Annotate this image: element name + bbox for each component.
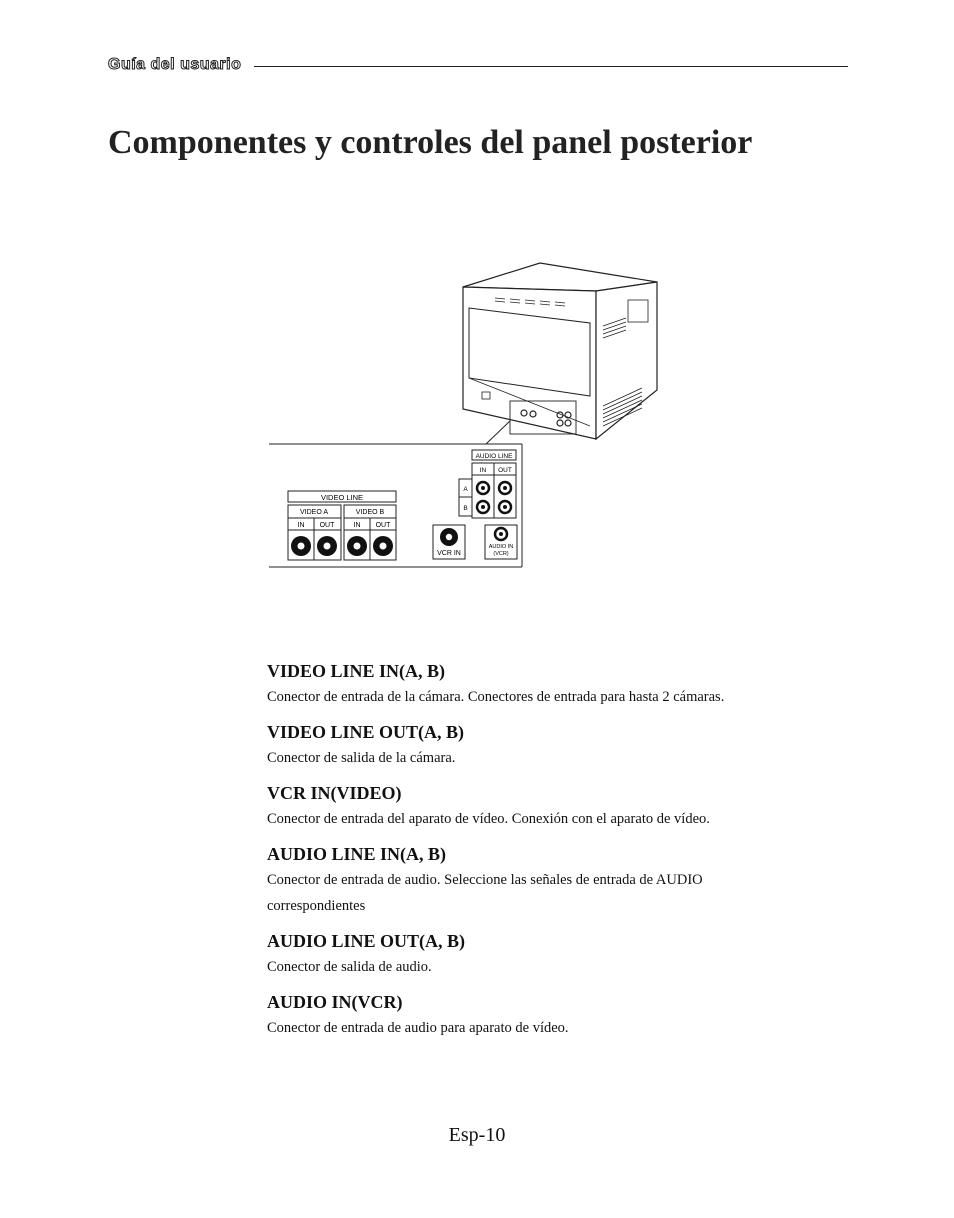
list-item (267, 989, 867, 1041)
audio-out-label: OUT (498, 467, 512, 474)
video-a-label: VIDEO A (299, 509, 329, 516)
list-item (267, 928, 867, 980)
item-desc: Conector de entrada del aparato de vídeo. Conexión con el aparato de vídeo. (267, 811, 710, 827)
item-title: VCR IN(VIDEO) (267, 783, 402, 803)
video-a-in-label: IN (297, 522, 305, 529)
rear-panel-figure (260, 256, 680, 576)
header-rule (254, 66, 848, 67)
item-desc: Conector de entrada de audio para aparato de vídeo. (267, 1020, 569, 1036)
list-item (267, 841, 867, 919)
audio-in-label: IN (479, 467, 487, 474)
audio-row-b-label: B (463, 505, 468, 512)
list-item (267, 780, 867, 832)
item-title: AUDIO LINE IN(A, B) (267, 844, 447, 864)
page-number: Esp-10 (448, 1124, 506, 1146)
item-desc: Conector de salida de la cámara. (267, 750, 456, 766)
item-title: VIDEO LINE OUT(A, B) (267, 722, 465, 742)
item-desc: Conector de entrada de la cámara. Conectores de entrada para hasta 2 cámaras. (267, 689, 725, 705)
audio-line-label: AUDIO LINE (475, 453, 513, 460)
item-title: AUDIO LINE OUT(A, B) (267, 931, 466, 951)
vcr-in-label: VCR IN (437, 550, 461, 557)
page-title: Componentes y controles del panel posterior (108, 124, 753, 161)
monitor-drawing (463, 263, 657, 439)
video-a-out-label: OUT (319, 522, 335, 529)
running-header: Guía del usuario (108, 56, 242, 73)
list-item (267, 658, 867, 710)
list-item (267, 719, 867, 771)
audio-in-vcr-label-1: AUDIO IN (488, 544, 514, 550)
item-desc: Conector de salida de audio. (267, 959, 432, 975)
rear-panel-diagram (260, 256, 680, 576)
audio-row-a-label: A (463, 486, 468, 493)
connector-descriptions (267, 658, 867, 1050)
item-title: VIDEO LINE IN(A, B) (267, 661, 446, 681)
video-b-label: VIDEO B (355, 509, 385, 516)
item-title: AUDIO IN(VCR) (267, 992, 403, 1012)
video-b-in-label: IN (353, 522, 361, 529)
video-b-out-label: OUT (375, 522, 391, 529)
video-line-label: VIDEO LINE (320, 493, 364, 502)
audio-in-vcr-label-2: (VCR) (493, 551, 509, 557)
item-desc: Conector de entrada de audio. Seleccione las señales de entrada de AUDIO correspondientes (267, 872, 703, 914)
